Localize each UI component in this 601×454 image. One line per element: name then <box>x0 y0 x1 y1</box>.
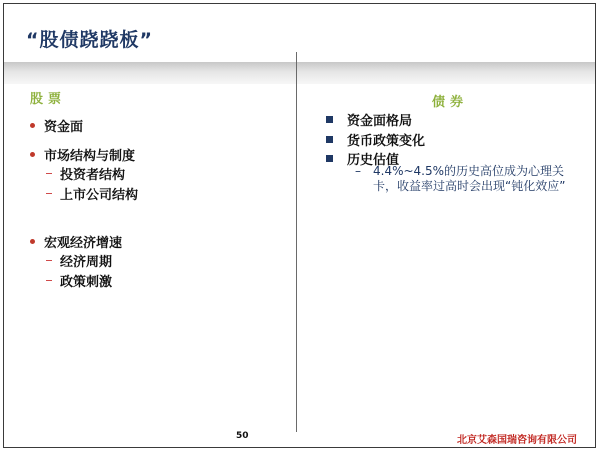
stocks-subitem-economic-cycle <box>46 251 112 270</box>
square-bullet-icon <box>326 116 333 123</box>
stocks-subitem-listed-company-structure <box>46 184 138 203</box>
bonds-item-label: 资金面格局 <box>347 114 413 129</box>
slide-title: “股债跷跷板” <box>26 29 153 51</box>
dash-bullet-icon <box>46 260 52 261</box>
red-bullet-icon <box>30 152 35 157</box>
stocks-subitem-investor-structure <box>46 164 125 183</box>
valuation-note <box>355 164 580 194</box>
stocks-subitem-label: 政策刺激 <box>60 275 113 290</box>
stocks-item-funding <box>30 116 83 135</box>
stocks-heading: 股票 <box>30 92 67 107</box>
red-bullet-icon <box>30 239 35 244</box>
header-band <box>4 62 595 84</box>
bonds-item-label: 货币政策变化 <box>347 134 426 149</box>
red-bullet-icon <box>30 123 35 128</box>
bonds-heading: 债券 <box>432 95 469 110</box>
stocks-subitem-label: 上市公司结构 <box>60 188 139 203</box>
bonds-item-label: 历史估值 <box>347 153 400 168</box>
square-bullet-icon <box>326 155 333 162</box>
dash-bullet-icon <box>46 173 52 174</box>
dash-bullet-icon <box>46 193 52 194</box>
note-dash: – <box>355 164 361 178</box>
bonds-item-funding <box>326 110 412 129</box>
bonds-item-monetary-policy <box>326 130 425 149</box>
column-divider <box>296 52 297 432</box>
note-text: 4.4%~4.5%的历史高位成为心理关卡，收益率过高时会出现“钝化效应” <box>373 164 566 193</box>
stocks-item-macro-growth <box>30 232 122 251</box>
stocks-item-label: 宏观经济增速 <box>44 236 123 251</box>
dash-bullet-icon <box>46 280 52 281</box>
stocks-subitem-label: 经济周期 <box>60 255 113 270</box>
stocks-subitem-policy-stimulus <box>46 271 112 290</box>
stocks-item-label: 市场结构与制度 <box>44 149 136 164</box>
stocks-item-market-structure <box>30 145 135 164</box>
page-number: 50 <box>236 431 249 441</box>
stocks-subitem-label: 投资者结构 <box>60 168 126 183</box>
stocks-item-label: 资金面 <box>44 120 84 135</box>
company-name: 北京艾森国瑞咨询有限公司 <box>457 435 577 446</box>
square-bullet-icon <box>326 136 333 143</box>
